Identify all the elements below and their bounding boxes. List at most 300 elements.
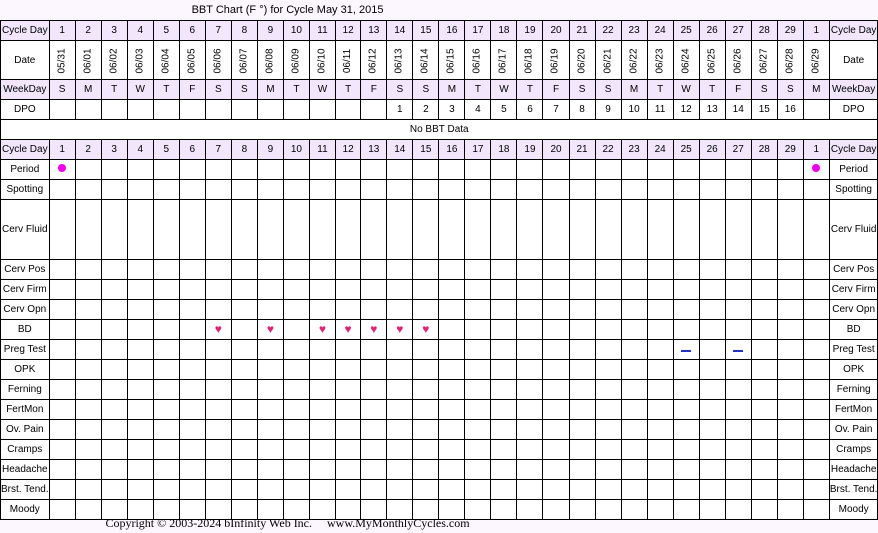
- headache-row-cell: [179, 460, 205, 480]
- headache-row-cell: [387, 460, 413, 480]
- opk-row-cell: [231, 360, 257, 380]
- bd-row-cell: [413, 320, 439, 340]
- date-text: 06/23: [654, 47, 666, 74]
- date-row-cell: [777, 41, 803, 80]
- cerv-firm-row-cell: [361, 280, 387, 300]
- headache-row-cell: [153, 460, 179, 480]
- opk-row-cell: [647, 360, 673, 380]
- spotting-row-cell: [673, 180, 699, 200]
- preg-test-row-cell: [101, 340, 127, 360]
- cerv-pos-row-cell: [283, 260, 309, 280]
- cycle-day-row-cell: [621, 21, 647, 41]
- cerv-opn-row-cell: [777, 300, 803, 320]
- cycle-day-row-2-cell: [413, 140, 439, 160]
- cramps-row-cell: [465, 440, 491, 460]
- period-row-cell: [543, 160, 569, 180]
- headache-row-cell: [205, 460, 231, 480]
- ov-pain-row-label-right: Ov. Pain: [829, 420, 878, 440]
- cell-text: 10: [290, 144, 302, 155]
- ferning-row-cell: [439, 380, 465, 400]
- cell-text: 25: [680, 25, 692, 36]
- dpo-row-cell: [283, 100, 309, 120]
- cerv-fluid-row-cell: [205, 200, 231, 260]
- cerv-fluid-row-cell: [751, 200, 777, 260]
- dpo-row-cell: [75, 100, 101, 120]
- date-text: 06/21: [602, 47, 614, 74]
- spotting-row-cell: [283, 180, 309, 200]
- preg-test-row-cell: [179, 340, 205, 360]
- weekday-row-cell: [309, 80, 335, 100]
- date-text: 06/06: [212, 47, 224, 74]
- ferning-row-cell: [673, 380, 699, 400]
- headache-row-cell: [231, 460, 257, 480]
- dpo-row-cell: [803, 100, 829, 120]
- cerv-firm-row-cell: [543, 280, 569, 300]
- cell-text: 13: [368, 25, 380, 36]
- cerv-fluid-row-cell: [413, 200, 439, 260]
- ferning-row-cell: [283, 380, 309, 400]
- cerv-fluid-row-cell: [283, 200, 309, 260]
- negative-test-dash-icon: [733, 350, 743, 352]
- dpo-row-label: DPO: [1, 100, 50, 120]
- cycle-day-row-2-cell: [231, 140, 257, 160]
- ferning-row-cell: [231, 380, 257, 400]
- cerv-firm-row-cell: [517, 280, 543, 300]
- preg-test-row-cell: [543, 340, 569, 360]
- cramps-row-label: Cramps: [1, 440, 50, 460]
- ov-pain-row-cell: [387, 420, 413, 440]
- cerv-firm-row-cell: [725, 280, 751, 300]
- cell-text: 5: [163, 25, 170, 36]
- ov-pain-row-cell: [49, 420, 75, 440]
- cycle-day-row-2-label: Cycle Day: [1, 140, 50, 160]
- fertmon-row-cell: [777, 400, 803, 420]
- cell-text: 10: [290, 25, 302, 36]
- cell-text: 22: [602, 25, 614, 36]
- cerv-fluid-row-cell: [725, 200, 751, 260]
- cerv-pos-row-cell: [439, 260, 465, 280]
- brst-tend-row-cell: [517, 480, 543, 500]
- brst-tend-row-cell: [439, 480, 465, 500]
- cell-text: 9: [267, 144, 274, 155]
- moody-row-label-right: Moody: [829, 500, 878, 520]
- cycle-day-row-cell: [777, 21, 803, 41]
- cerv-firm-row-cell: [647, 280, 673, 300]
- fertmon-row-cell: [387, 400, 413, 420]
- date-row-cell: [231, 41, 257, 80]
- cerv-firm-row-cell: [621, 280, 647, 300]
- cell-text: 1: [397, 104, 403, 115]
- period-row: [1, 160, 878, 180]
- cycle-day-row-2-cell: [751, 140, 777, 160]
- cerv-fluid-row-cell: [361, 200, 387, 260]
- cell-text: 4: [137, 25, 144, 36]
- cerv-opn-row-cell: [335, 300, 360, 320]
- preg-test-row-label: Preg Test: [1, 340, 50, 360]
- cycle-day-row-2-cell: [595, 140, 621, 160]
- cerv-opn-row-cell: [309, 300, 335, 320]
- spotting-row: [1, 180, 878, 200]
- brst-tend-row-cell: [335, 480, 360, 500]
- period-row-cell: [75, 160, 101, 180]
- cerv-pos-row-cell: [335, 260, 360, 280]
- cell-text: 8: [241, 144, 248, 155]
- cerv-firm-row-label: Cerv Firm: [1, 280, 50, 300]
- moody-row-cell: [777, 500, 803, 520]
- fertmon-row-cell: [127, 400, 153, 420]
- cell-text: M: [629, 84, 639, 95]
- cerv-pos-row-cell: [595, 260, 621, 280]
- site-link[interactable]: www.MyMonthlyCycles.com: [327, 516, 470, 530]
- brst-tend-row-cell: [257, 480, 283, 500]
- cycle-day-row-2-cell: [647, 140, 673, 160]
- spotting-row-cell: [257, 180, 283, 200]
- ferning-row-cell: [335, 380, 360, 400]
- fertmon-row-label-right: FertMon: [829, 400, 878, 420]
- dpo-row-cell: [309, 100, 335, 120]
- cycle-day-row-cell: [595, 21, 621, 41]
- cerv-opn-row-cell: [127, 300, 153, 320]
- negative-test-dash-icon: [681, 350, 691, 352]
- cycle-day-row-2-cell: [179, 140, 205, 160]
- ferning-row-cell: [647, 380, 673, 400]
- ferning-row-cell: [491, 380, 517, 400]
- period-row-cell: [569, 160, 595, 180]
- opk-row-cell: [179, 360, 205, 380]
- cerv-pos-row-cell: [647, 260, 673, 280]
- cerv-opn-row-cell: [751, 300, 777, 320]
- ferning-row-cell: [179, 380, 205, 400]
- fertmon-row-cell: [101, 400, 127, 420]
- cell-text: 1: [813, 25, 820, 36]
- cycle-day-row-2-cell: [439, 140, 465, 160]
- dpo-row-cell: [205, 100, 231, 120]
- no-bbt-data-notice: No BBT Data: [1, 120, 878, 140]
- cycle-day-row-2-cell: [621, 140, 647, 160]
- headache-row-cell: [543, 460, 569, 480]
- period-row-cell: [101, 160, 127, 180]
- preg-test-row-cell: [205, 340, 231, 360]
- weekday-row-label-right: WeekDay: [829, 80, 878, 100]
- cell-text: T: [709, 84, 716, 95]
- cramps-row-cell: [127, 440, 153, 460]
- cell-text: 12: [342, 144, 354, 155]
- brst-tend-row-cell: [673, 480, 699, 500]
- opk-row-cell: [803, 360, 829, 380]
- cell-text: 12: [342, 25, 354, 36]
- period-row-cell: [595, 160, 621, 180]
- fertmon-row-cell: [803, 400, 829, 420]
- cerv-pos-row-cell: [543, 260, 569, 280]
- headache-row-cell: [413, 460, 439, 480]
- cycle-day-row-cell: [309, 21, 335, 41]
- opk-row-cell: [751, 360, 777, 380]
- cycle-day-row-cell: [569, 21, 595, 41]
- headache-row-cell: [49, 460, 75, 480]
- fertmon-row-cell: [257, 400, 283, 420]
- bd-row-cell: [49, 320, 75, 340]
- spotting-row-cell: [413, 180, 439, 200]
- fertmon-row-cell: [413, 400, 439, 420]
- cell-text: 14: [732, 104, 744, 115]
- ov-pain-row-cell: [413, 420, 439, 440]
- cycle-day-row-2-cell: [127, 140, 153, 160]
- cerv-opn-row-cell: [49, 300, 75, 320]
- date-row-cell: [153, 41, 179, 80]
- ferning-row-cell: [543, 380, 569, 400]
- cerv-fluid-row-cell: [465, 200, 491, 260]
- headache-row-cell: [595, 460, 621, 480]
- cycle-day-row-2-cell: [257, 140, 283, 160]
- dpo-row-cell: [335, 100, 360, 120]
- cell-text: 5: [163, 144, 170, 155]
- period-row-cell: [49, 160, 75, 180]
- brst-tend-row-cell: [387, 480, 413, 500]
- ov-pain-row-cell: [309, 420, 335, 440]
- date-text: 06/29: [810, 47, 822, 74]
- cell-text: 7: [553, 104, 559, 115]
- headache-row-cell: [647, 460, 673, 480]
- opk-row-cell: [153, 360, 179, 380]
- fertmon-row-cell: [153, 400, 179, 420]
- spotting-row-cell: [387, 180, 413, 200]
- cycle-day-row-cell: [491, 21, 517, 41]
- dpo-row-cell: [491, 100, 517, 120]
- cell-text: 1: [813, 144, 820, 155]
- ov-pain-row-cell: [465, 420, 491, 440]
- opk-row-cell: [75, 360, 101, 380]
- spotting-row-cell: [803, 180, 829, 200]
- cell-text: S: [578, 84, 586, 95]
- cerv-fluid-row-cell: [595, 200, 621, 260]
- weekday-row-cell: [491, 80, 517, 100]
- cell-text: 2: [85, 144, 91, 155]
- cerv-firm-row-cell: [283, 280, 309, 300]
- cell-text: 7: [215, 144, 222, 155]
- cycle-day-row-2-cell: [361, 140, 387, 160]
- cramps-row-cell: [179, 440, 205, 460]
- cramps-row-cell: [231, 440, 257, 460]
- headache-row-cell: [75, 460, 101, 480]
- cramps-row-cell: [569, 440, 595, 460]
- cycle-day-row-cell: [101, 21, 127, 41]
- bd-row-cell: [595, 320, 621, 340]
- cerv-fluid-row-cell: [543, 200, 569, 260]
- period-row-cell: [283, 160, 309, 180]
- cerv-fluid-row: [1, 200, 878, 260]
- date-text: 06/22: [628, 47, 640, 74]
- cycle-day-row-2-cell: [283, 140, 309, 160]
- cell-text: 28: [758, 25, 770, 36]
- dpo-row-cell: [49, 100, 75, 120]
- cerv-firm-row-cell: [153, 280, 179, 300]
- cycle-day-row-2-cell: [75, 140, 101, 160]
- cerv-pos-row-cell: [205, 260, 231, 280]
- cerv-opn-row-cell: [725, 300, 751, 320]
- dpo-row-cell: [153, 100, 179, 120]
- preg-test-row-cell: [673, 340, 699, 360]
- opk-row-cell: [361, 360, 387, 380]
- opk-row-cell: [699, 360, 725, 380]
- cycle-day-row-cell: [75, 21, 101, 41]
- date-text: 06/01: [82, 47, 94, 74]
- cycle-day-row-2: [1, 140, 878, 160]
- date-text: 06/14: [419, 47, 431, 74]
- fertmon-row-label: FertMon: [1, 400, 50, 420]
- weekday-row-label: WeekDay: [1, 80, 50, 100]
- moody-row-cell: [621, 500, 647, 520]
- weekday-row-cell: [75, 80, 101, 100]
- cell-text: F: [552, 84, 560, 95]
- cerv-pos-row-cell: [465, 260, 491, 280]
- spotting-row-cell: [335, 180, 360, 200]
- cycle-day-row-cell: [699, 21, 725, 41]
- period-row-cell: [491, 160, 517, 180]
- date-row: [1, 41, 878, 80]
- weekday-row-cell: [465, 80, 491, 100]
- cerv-opn-row-cell: [439, 300, 465, 320]
- fertmon-row-cell: [725, 400, 751, 420]
- dpo-row-cell: [725, 100, 751, 120]
- bd-row-cell: [621, 320, 647, 340]
- preg-test-row-cell: [595, 340, 621, 360]
- opk-row-cell: [205, 360, 231, 380]
- fertmon-row-cell: [491, 400, 517, 420]
- brst-tend-row-label: Brst. Tend.: [1, 480, 50, 500]
- ferning-row-cell: [387, 380, 413, 400]
- brst-tend-row-cell: [205, 480, 231, 500]
- cramps-row-cell: [751, 440, 777, 460]
- brst-tend-row-cell: [543, 480, 569, 500]
- moody-row-cell: [803, 500, 829, 520]
- date-row-cell: [127, 41, 153, 80]
- cramps-row-cell: [543, 440, 569, 460]
- headache-row-cell: [309, 460, 335, 480]
- date-row-cell: [491, 41, 517, 80]
- bd-row-cell: [777, 320, 803, 340]
- headache-row-cell: [127, 460, 153, 480]
- opk-row-label-right: OPK: [829, 360, 878, 380]
- weekday-row-cell: [205, 80, 231, 100]
- date-text: 06/09: [290, 47, 302, 74]
- preg-test-row-label-right: Preg Test: [829, 340, 878, 360]
- cycle-day-row-cell: [439, 21, 465, 41]
- dpo-row-cell: [465, 100, 491, 120]
- cell-text: 5: [501, 104, 507, 115]
- cerv-firm-row-cell: [465, 280, 491, 300]
- cycle-day-row-2-cell: [335, 140, 360, 160]
- fertmon-row-cell: [595, 400, 621, 420]
- cerv-fluid-row-cell: [673, 200, 699, 260]
- cerv-firm-row-cell: [101, 280, 127, 300]
- ov-pain-row-cell: [283, 420, 309, 440]
- cell-text: 24: [654, 25, 666, 36]
- cerv-firm-row-cell: [335, 280, 360, 300]
- dpo-row-cell: [517, 100, 543, 120]
- fertmon-row-cell: [699, 400, 725, 420]
- cerv-fluid-row-cell: [699, 200, 725, 260]
- headache-row-label-right: Headache: [829, 460, 878, 480]
- cerv-opn-row-cell: [465, 300, 491, 320]
- opk-row-cell: [387, 360, 413, 380]
- weekday-row-cell: [439, 80, 465, 100]
- period-row-cell: [335, 160, 360, 180]
- dpo-row-cell: [569, 100, 595, 120]
- spotting-row-cell: [75, 180, 101, 200]
- headache-row-cell: [491, 460, 517, 480]
- cerv-firm-row-cell: [595, 280, 621, 300]
- cell-text: 2: [423, 104, 429, 115]
- cell-text: 19: [524, 25, 536, 36]
- cerv-pos-row-cell: [309, 260, 335, 280]
- period-row-cell: [387, 160, 413, 180]
- spotting-row-cell: [777, 180, 803, 200]
- brst-tend-row-cell: [179, 480, 205, 500]
- ferning-row-cell: [127, 380, 153, 400]
- cerv-fluid-row-cell: [647, 200, 673, 260]
- date-text: 06/16: [471, 47, 483, 74]
- headache-row: [1, 460, 878, 480]
- spotting-row-cell: [153, 180, 179, 200]
- headache-row-cell: [283, 460, 309, 480]
- period-dot-icon: [58, 164, 66, 172]
- spotting-row-cell: [517, 180, 543, 200]
- cycle-day-row-2-cell: [49, 140, 75, 160]
- preg-test-row-cell: [647, 340, 673, 360]
- ferning-row-cell: [257, 380, 283, 400]
- bd-row-cell: [751, 320, 777, 340]
- bd-row-label: BD: [1, 320, 50, 340]
- dpo-row-cell: [127, 100, 153, 120]
- period-row-cell: [673, 160, 699, 180]
- fertmon-row-cell: [621, 400, 647, 420]
- cramps-row-cell: [153, 440, 179, 460]
- period-dot-icon: [812, 164, 820, 172]
- cerv-firm-row-cell: [205, 280, 231, 300]
- cerv-opn-row-cell: [621, 300, 647, 320]
- dpo-row-cell: [543, 100, 569, 120]
- ov-pain-row-cell: [335, 420, 360, 440]
- cell-text: 22: [602, 144, 614, 155]
- date-text: 06/15: [445, 47, 457, 74]
- spotting-row-cell: [569, 180, 595, 200]
- headache-row-cell: [465, 460, 491, 480]
- bd-row-cell: [205, 320, 231, 340]
- cerv-fluid-row-cell: [803, 200, 829, 260]
- bd-row-cell: [387, 320, 413, 340]
- period-row-label: Period: [1, 160, 50, 180]
- ov-pain-row: [1, 420, 878, 440]
- cell-text: S: [786, 84, 794, 95]
- headache-row-cell: [517, 460, 543, 480]
- cell-text: 29: [784, 25, 796, 36]
- cerv-firm-row-cell: [803, 280, 829, 300]
- bd-row: [1, 320, 878, 340]
- preg-test-row-cell: [309, 340, 335, 360]
- cell-text: 23: [628, 25, 640, 36]
- cell-text: W: [499, 84, 509, 95]
- cycle-day-row-cell: [387, 21, 413, 41]
- cerv-fluid-row-cell: [49, 200, 75, 260]
- ferning-row-cell: [361, 380, 387, 400]
- cycle-day-row-cell: [751, 21, 777, 41]
- ov-pain-row-cell: [257, 420, 283, 440]
- bd-row-cell: [647, 320, 673, 340]
- headache-row-cell: [803, 460, 829, 480]
- cramps-row-cell: [387, 440, 413, 460]
- cerv-fluid-row-cell: [127, 200, 153, 260]
- cerv-fluid-row-cell: [153, 200, 179, 260]
